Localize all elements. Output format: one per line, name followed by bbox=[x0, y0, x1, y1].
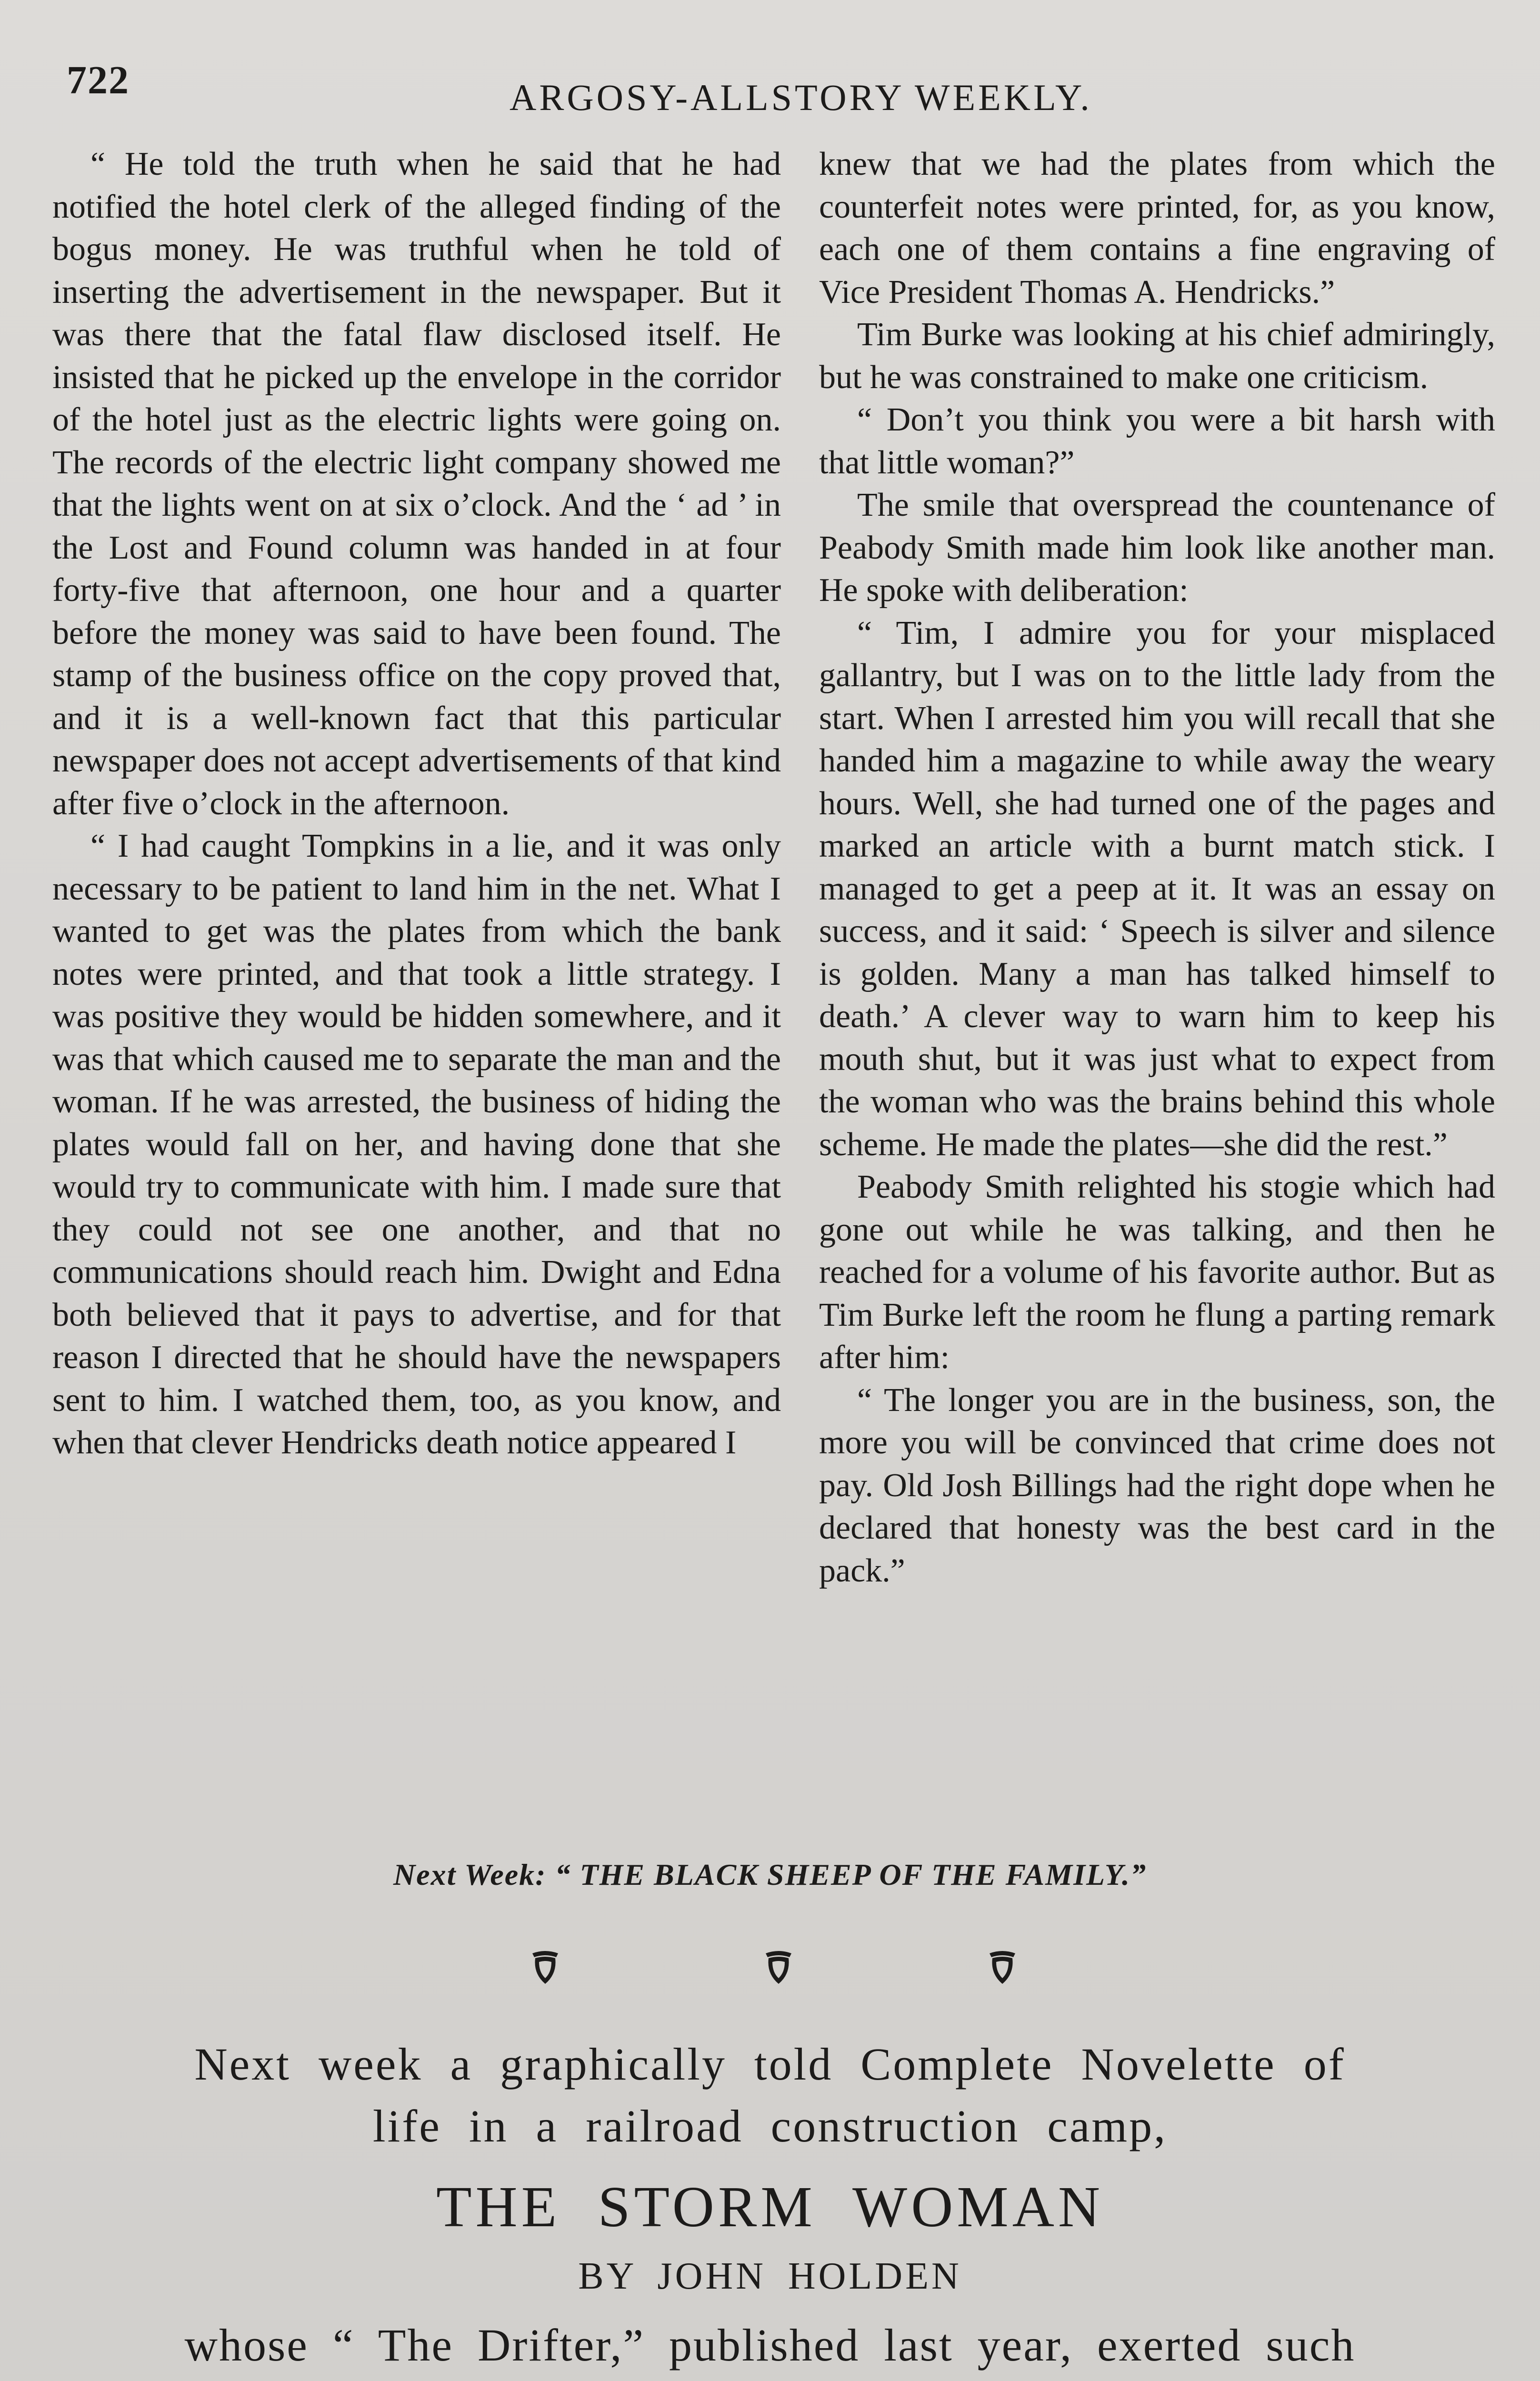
fleuron-icon bbox=[529, 1948, 562, 1986]
ornament-row bbox=[0, 1948, 1540, 1991]
paragraph: The smile that overspread the countenance of Peabody Smith made him look like another man. He spoke with deliberation: bbox=[819, 487, 1495, 609]
paragraph: “ He told the truth when he said that he had notified the hotel clerk of the alleged finding of the bogus money. He was truthful when he told of inserting the advertisement in the newspaper. But it was there that the fatal flaw disclosed itself. He insisted that he picked up the envelope in the corridor of the hotel just as the electric lights were going on. The records of the electric light company showed me that the lights went on at six o’clock. And the ‘ ad ’ in the Lost and Found column was handed in at four forty-five that afternoon, one hour and a quarter before the money was said to have been found. The stamp of the business office on the copy proved that, and it is a well-known fact that this particular newspaper does not accept advertisements of that kind after five o’clock in the afternoon. bbox=[52, 146, 781, 822]
story-columns bbox=[52, 143, 1495, 1848]
paragraph-continuation: knew that we had the plates from which the counterfeit notes were printed, for, as you know, each one of them contains a fine engraving of Vice President Thomas A. Hendricks.” bbox=[819, 146, 1495, 310]
left-column bbox=[52, 143, 781, 1464]
fleuron-icon bbox=[762, 1948, 795, 1986]
announcement-line: life in a railroad construction camp, bbox=[372, 2101, 1168, 2151]
running-head: ARGOSY-ALLSTORY WEEKLY. bbox=[510, 77, 1092, 118]
paragraph: “ Tim, I admire you for your misplaced gallantry, but I was on to the little lady from the start. When I arrested him you will recall that she handed him a magazine to while away the weary hours. Well, she had turned one of the pages and marked an article with a burnt match stick. I managed to get a peep at it. It was an essay on success, and it said: ‘ Speech is silver and silence is golden. Many a man has talked himself to death.’ A clever way to warn him to keep his mouth shut, but it was just what to expect from the woman who was the brains behind this whole scheme. He made the plates—she did the rest.” bbox=[819, 614, 1495, 1163]
paragraph: Tim Burke was looking at his chief admiringly, but he was constrained to make one criticism. bbox=[819, 316, 1495, 396]
page-header bbox=[62, 57, 1471, 129]
paragraph: “ I had caught Tompkins in a lie, and it was only necessary to be patient to land him in the net. What I wanted to get was the plates from which the bank notes were printed, and that took a little strategy. I was positive they would be hidden somewhere, and it was that which caused me to separate the man and the woman. If he was arrested, the business of hiding the plates would fall on her, and having done that she would try to communicate with him. I made sure that they could not see one another, and that no communications should reach him. Dwight and Edna both believed that it pays to advertise, and for that reason I directed that he should have the newspapers sent to him. I watched them, too, as you know, and when that clever Hendricks death notice appeared I bbox=[52, 828, 781, 1461]
paragraph: “ Don’t you think you were a bit harsh with that little woman?” bbox=[819, 401, 1495, 481]
announcement-line: Next week a graphically told Complete Novelette of bbox=[194, 2039, 1346, 2090]
page-number: 722 bbox=[67, 58, 130, 102]
next-week-title: “ THE BLACK SHEEP OF THE FAMILY.” bbox=[555, 1858, 1147, 1891]
next-week-label: Next Week: bbox=[393, 1858, 547, 1891]
novelette-byline: BY JOHN HOLDEN bbox=[578, 2255, 962, 2297]
right-column bbox=[819, 143, 1495, 1592]
announcement-line bbox=[0, 2376, 1540, 2381]
paragraph: “ The longer you are in the business, son, the more you will be convinced that crime does not pay. Old Josh Billings had the right dope when he declared that honesty was the best card in the pack.” bbox=[819, 1381, 1495, 1589]
next-week-notice bbox=[0, 1857, 1540, 1892]
paragraph: Peabody Smith relighted his stogie which had gone out while he was talking, and then he reached for a volume of his favorite author. But as Tim Burke left the room he flung a parting remark after him: bbox=[819, 1169, 1495, 1376]
announcement-line: whose “ The Drifter,” published last year, exerted such bbox=[184, 2320, 1356, 2371]
novelette-title: THE STORM WOMAN bbox=[436, 2175, 1104, 2239]
fleuron-icon bbox=[986, 1948, 1019, 1986]
novelette-announcement bbox=[0, 2033, 1540, 2381]
